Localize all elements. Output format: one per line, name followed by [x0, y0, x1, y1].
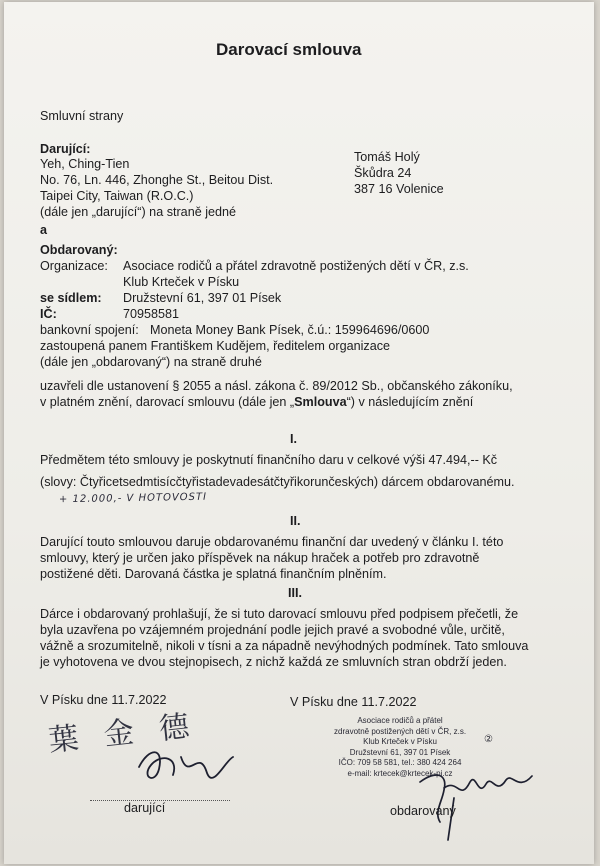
recipient-reference: (dále jen „obdarovaný“) na straně druhé [40, 355, 262, 369]
section-3-line: Dárce i obdarovaný prohlašují, že si tuto darovací smlouvu před podpisem přečetli, že [40, 607, 519, 621]
stamp-line: Klub Krteček v Písku [363, 737, 437, 746]
place-date-left: V Písku dne 11.7.2022 [40, 693, 167, 707]
handwritten-note: + 12.000,- V HOTOVOSTI [58, 491, 208, 506]
seat-label: se sídlem: [40, 291, 102, 305]
and-word: a [40, 223, 48, 237]
org-name-club: Klub Krteček v Písku [123, 275, 240, 289]
seat-value: Družstevní 61, 397 01 Písek [123, 291, 282, 305]
bank-label: bankovní spojení: [40, 323, 139, 337]
org-name: Asociace rodičů a přátel zdravotně postižených dětí v ČR, z.s. [123, 259, 469, 273]
bank-value: Moneta Money Bank Písek, č.ú.: 159964696/0600 [150, 323, 430, 337]
stamp-line: IČO: 709 58 581, tel.: 380 424 264 [338, 758, 462, 767]
recipient-heading: Obdarovaný: [40, 243, 118, 257]
ic-label: IČ: [40, 307, 57, 321]
stamp-line: Družstevní 61, 397 01 Písek [349, 747, 451, 757]
section-1-line: Předmětem této smlouvy je poskytnutí finančního daru v celkové výši 47.494,-- Kč [40, 453, 498, 467]
section-2-line: Darující touto smlouvou daruje obdarovanému finanční dar uvedený v článku I. této [40, 535, 504, 549]
section-2-title: II. [290, 514, 301, 528]
donor-line: Yeh, Ching-Tien [40, 157, 130, 171]
intro-text: v platném znění, darovací smlouvu (dále jen „ [40, 395, 295, 409]
donor-line: (dále jen „darující“) na straně jedné [40, 205, 237, 219]
section-3-line: byla uzavřena po vzájemném projednání podle jejich pravé a svobodné vůle, určitě, [40, 623, 505, 637]
intro-text: “) v následujícím znění [346, 395, 474, 409]
ic-value: 70958581 [123, 307, 180, 321]
sign-label-donor: darující [124, 801, 166, 815]
section-3-line: vážně a srozumitelně, nikoli v tísni a za nápadně nevýhodných podmínek. Tato smlouva [40, 639, 529, 653]
contract-page [4, 2, 594, 864]
sign-label-recipient: obdarovaný [390, 804, 456, 818]
stamp-line: Asociace rodičů a přátel [357, 716, 443, 725]
section-1-title: I. [290, 432, 297, 446]
section-2-line: postižené děti. Darovaná částka je splatná finančním plněním. [40, 567, 387, 581]
section-3-title: III. [288, 586, 302, 600]
org-label: Organizace: [40, 259, 108, 273]
place-date-right: V Písku dne 11.7.2022 [290, 695, 417, 709]
donor-signature: 葉 金 德 [46, 708, 199, 759]
section-3-line: je vyhotovena ve dvou stejnopisech, z nichž každá ze smluvních stran obdrží jeden. [40, 655, 507, 669]
second-donor-line: Tomáš Holý [354, 150, 420, 164]
stamp-line: e-mail: krtecek@krtecek-pi.cz [347, 768, 453, 778]
donor-line: No. 76, Ln. 446, Zhonghe St., Beitou Dist. [40, 173, 274, 187]
represented-by: zastoupená panem Františkem Kudějem, ředitelem organizace [40, 339, 391, 353]
stamp-number: ② [484, 734, 493, 745]
section-2-line: smlouvy, který je určen jako příspěvek na nákup hraček a potřeb pro zdravotně [40, 551, 480, 565]
document-title: Darovací smlouva [216, 40, 362, 59]
parties-heading: Smluvní strany [40, 109, 124, 123]
recipient-signature [414, 762, 554, 842]
intro-line: uzavřeli dle ustanovení § 2055 a násl. zákona č. 89/2012 Sb., občanského zákoníku, [40, 379, 513, 393]
donor-heading: Darující: [40, 142, 91, 156]
second-donor-line: 387 16 Volenice [354, 182, 444, 196]
donor-signature-scribble [129, 727, 249, 797]
stamp-line: zdravotně postižených dětí v ČR, z.s. [334, 726, 467, 736]
intro-line [40, 394, 473, 410]
intro-bold-term: Smlouva [294, 395, 347, 409]
second-donor-line: Škůdra 24 [354, 166, 412, 180]
section-1-line: (slovy: Čtyřicetsedmtisícčtyřistadevadesátčtyřikorunčeských) dárcem obdarovanému. [40, 475, 515, 489]
donor-line: Taipei City, Taiwan (R.O.C.) [40, 189, 194, 203]
